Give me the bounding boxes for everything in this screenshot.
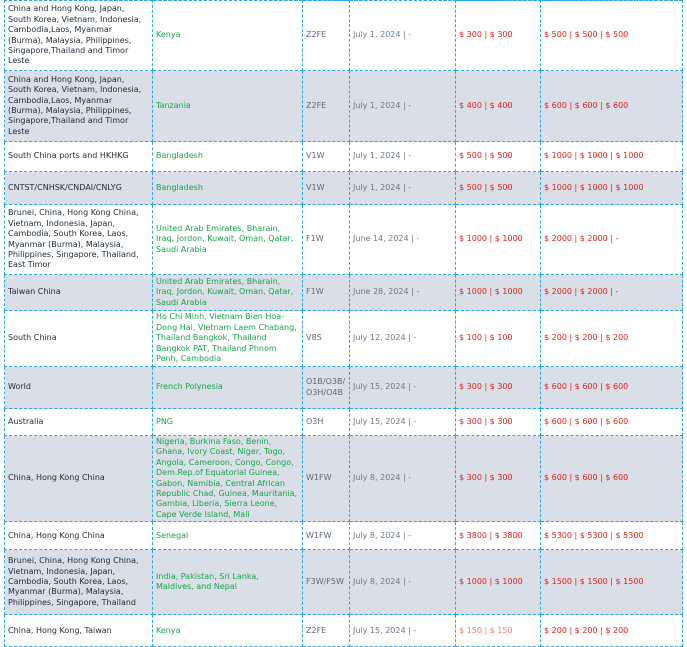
effective-date-cell: July 8, 2024 | - — [350, 550, 456, 615]
price-b-cell: $ 200 | $ 200 | $ 200 — [541, 311, 683, 367]
service-code-cell: Z2FE — [303, 615, 350, 647]
origin-cell: Brunei, China, Hong Kong China, Vietnam, Indonesia, Japan, Cambodia, South Korea, Laos, Myanmar (Burma), Malaysia, Philippines, Singapore, Thailand, East Timor — [5, 205, 153, 275]
service-code-cell: O1B/O3B/O3H/O4B — [303, 367, 350, 409]
destination-cell: Bangladesh — [153, 142, 303, 172]
price-b-cell: $ 5300 | $ 5300 | $ 5300 — [541, 522, 683, 550]
destination-cell: Nigeria, Burkina Faso, Benin, Ghana, Ivory Coast, Niger, Togo, Angola, Cameroon, Congo, Congo, Dem.Rep.of Equatorial Guinea, Gabon, Namibia, Central African Republic Chad, Guinea, Mauritania, Gambia, Liberia, Sierra Leone, Cape Verde Island, Mali — [153, 436, 303, 522]
effective-date-cell: July 15, 2024 | - — [350, 367, 456, 409]
price-a-cell: $ 3800 | $ 3800 — [456, 522, 541, 550]
price-a-cell: $ 500 | $ 500 — [456, 142, 541, 172]
price-b-cell: $ 2000 | $ 2000 | - — [541, 205, 683, 275]
price-a-cell: $ 300 | $ 300 — [456, 409, 541, 436]
service-code-cell: Z2FE — [303, 71, 350, 142]
effective-date-cell: July 1, 2024 | - — [350, 71, 456, 142]
price-a-cell: $ 1000 | $ 1000 — [456, 550, 541, 615]
price-a-cell: $ 300 | $ 300 — [456, 1, 541, 71]
service-code-cell: F1W — [303, 275, 350, 311]
effective-date-cell: June 14, 2024 | - — [350, 205, 456, 275]
table-row — [5, 436, 683, 522]
service-code-cell: V1W — [303, 172, 350, 205]
table-row — [5, 275, 683, 311]
price-b-cell: $ 1000 | $ 1000 | $ 1000 — [541, 172, 683, 205]
origin-cell: China, Hong Kong China — [5, 522, 153, 550]
origin-cell: World — [5, 367, 153, 409]
origin-cell: Australia — [5, 409, 153, 436]
table-row — [5, 522, 683, 550]
price-b-cell: $ 1500 | $ 1500 | $ 1500 — [541, 550, 683, 615]
destination-cell: Ho Chi Minh, Vietnam Bien Hoa-Dong Hai, Vietnam Laem Chabang, Thailand Bangkok, Thailand Bangkok PAT, Thailand Phnom Penh, Cambodia — [153, 311, 303, 367]
destination-cell: Kenya — [153, 615, 303, 647]
origin-cell: South China ports and HKHKG — [5, 142, 153, 172]
price-b-cell: $ 200 | $ 200 | $ 200 — [541, 615, 683, 647]
effective-date-cell: July 8, 2024 | - — [350, 522, 456, 550]
table-row — [5, 1, 683, 71]
effective-date-cell: July 15, 2024 | - — [350, 409, 456, 436]
origin-cell: CNTST/CNHSK/CNDAI/CNLYG — [5, 172, 153, 205]
origin-cell: China and Hong Kong, Japan, South Korea, Vietnam, Indonesia, Cambodia,Laos, Myanmar (Burma), Malaysia, Philippines, Singapore,Thailand and Timor Leste — [5, 71, 153, 142]
table-top-border — [4, 0, 682, 2]
table-row — [5, 172, 683, 205]
destination-cell: United Arab Emirates, Bharain, Iraq, Jordon, Kuwait, Oman, Qatar, Saudi Arabia — [153, 275, 303, 311]
price-a-cell: $ 1000 | $ 1000 — [456, 205, 541, 275]
origin-cell: China, Hong Kong, Taiwan — [5, 615, 153, 647]
price-b-cell: $ 600 | $ 600 | $ 600 — [541, 436, 683, 522]
origin-cell: China and Hong Kong, Japan, South Korea, Vietnam, Indonesia, Cambodia,Laos, Myanmar (Burma), Malaysia, Philippines, Singapore,Thailand and Timor Leste — [5, 1, 153, 71]
destination-cell: French Polynesia — [153, 367, 303, 409]
service-code-cell: F3W/F5W — [303, 550, 350, 615]
table-row — [5, 205, 683, 275]
price-a-cell: $ 100 | $ 100 — [456, 311, 541, 367]
destination-cell: Bangladesh — [153, 172, 303, 205]
effective-date-cell: July 1, 2024 | - — [350, 142, 456, 172]
price-b-cell: $ 2000 | $ 2000 | - — [541, 275, 683, 311]
destination-cell: Kenya — [153, 1, 303, 71]
price-b-cell: $ 600 | $ 600 | $ 600 — [541, 71, 683, 142]
effective-date-cell: July 1, 2024 | - — [350, 1, 456, 71]
price-a-cell: $ 300 | $ 300 — [456, 436, 541, 522]
destination-cell: Tanzania — [153, 71, 303, 142]
effective-date-cell: June 28, 2024 | - — [350, 275, 456, 311]
service-code-cell: W1FW — [303, 522, 350, 550]
origin-cell: Taiwan China — [5, 275, 153, 311]
price-a-cell: $ 300 | $ 300 — [456, 367, 541, 409]
origin-cell: South China — [5, 311, 153, 367]
service-code-cell: V1W — [303, 142, 350, 172]
price-b-cell: $ 1000 | $ 1000 | $ 1000 — [541, 142, 683, 172]
effective-date-cell: July 8, 2024 | - — [350, 436, 456, 522]
surcharge-table-container — [4, 0, 682, 647]
price-b-cell: $ 600 | $ 600 | $ 600 — [541, 409, 683, 436]
origin-cell: China, Hong Kong China — [5, 436, 153, 522]
effective-date-cell: July 1, 2024 | - — [350, 172, 456, 205]
service-code-cell: V8S — [303, 311, 350, 367]
price-a-cell: $ 150 | $ 150 — [456, 615, 541, 647]
table-row — [5, 367, 683, 409]
price-a-cell: $ 400 | $ 400 — [456, 71, 541, 142]
table-row — [5, 311, 683, 367]
price-b-cell: $ 500 | $ 500 | $ 500 — [541, 1, 683, 71]
table-row — [5, 550, 683, 615]
destination-cell: Senegal — [153, 522, 303, 550]
table-row — [5, 142, 683, 172]
service-code-cell: O3H — [303, 409, 350, 436]
effective-date-cell: July 15, 2024 | - — [350, 615, 456, 647]
price-b-cell: $ 600 | $ 600 | $ 600 — [541, 367, 683, 409]
table-row — [5, 71, 683, 142]
destination-cell: PNG — [153, 409, 303, 436]
service-code-cell: Z2FE — [303, 1, 350, 71]
surcharge-table — [4, 0, 683, 647]
price-a-cell: $ 1000 | $ 1000 — [456, 275, 541, 311]
origin-cell: Brunei, China, Hong Kong China, Vietnam, Indonesia, Japan, Cambodia, South Korea, Laos, Myanmar (Burma), Malaysia, Philippines, Singapore, Thailand — [5, 550, 153, 615]
table-row — [5, 409, 683, 436]
effective-date-cell: July 12, 2024 | - — [350, 311, 456, 367]
destination-cell: India, Pakistan, Sri Lanka, Maldives, and Nepal — [153, 550, 303, 615]
price-a-cell: $ 500 | $ 500 — [456, 172, 541, 205]
service-code-cell: F1W — [303, 205, 350, 275]
destination-cell: United Arab Emirates, Bharain, Iraq, Jordon, Kuwait, Oman, Qatar, Saudi Arabia — [153, 205, 303, 275]
service-code-cell: W1FW — [303, 436, 350, 522]
table-row — [5, 615, 683, 647]
